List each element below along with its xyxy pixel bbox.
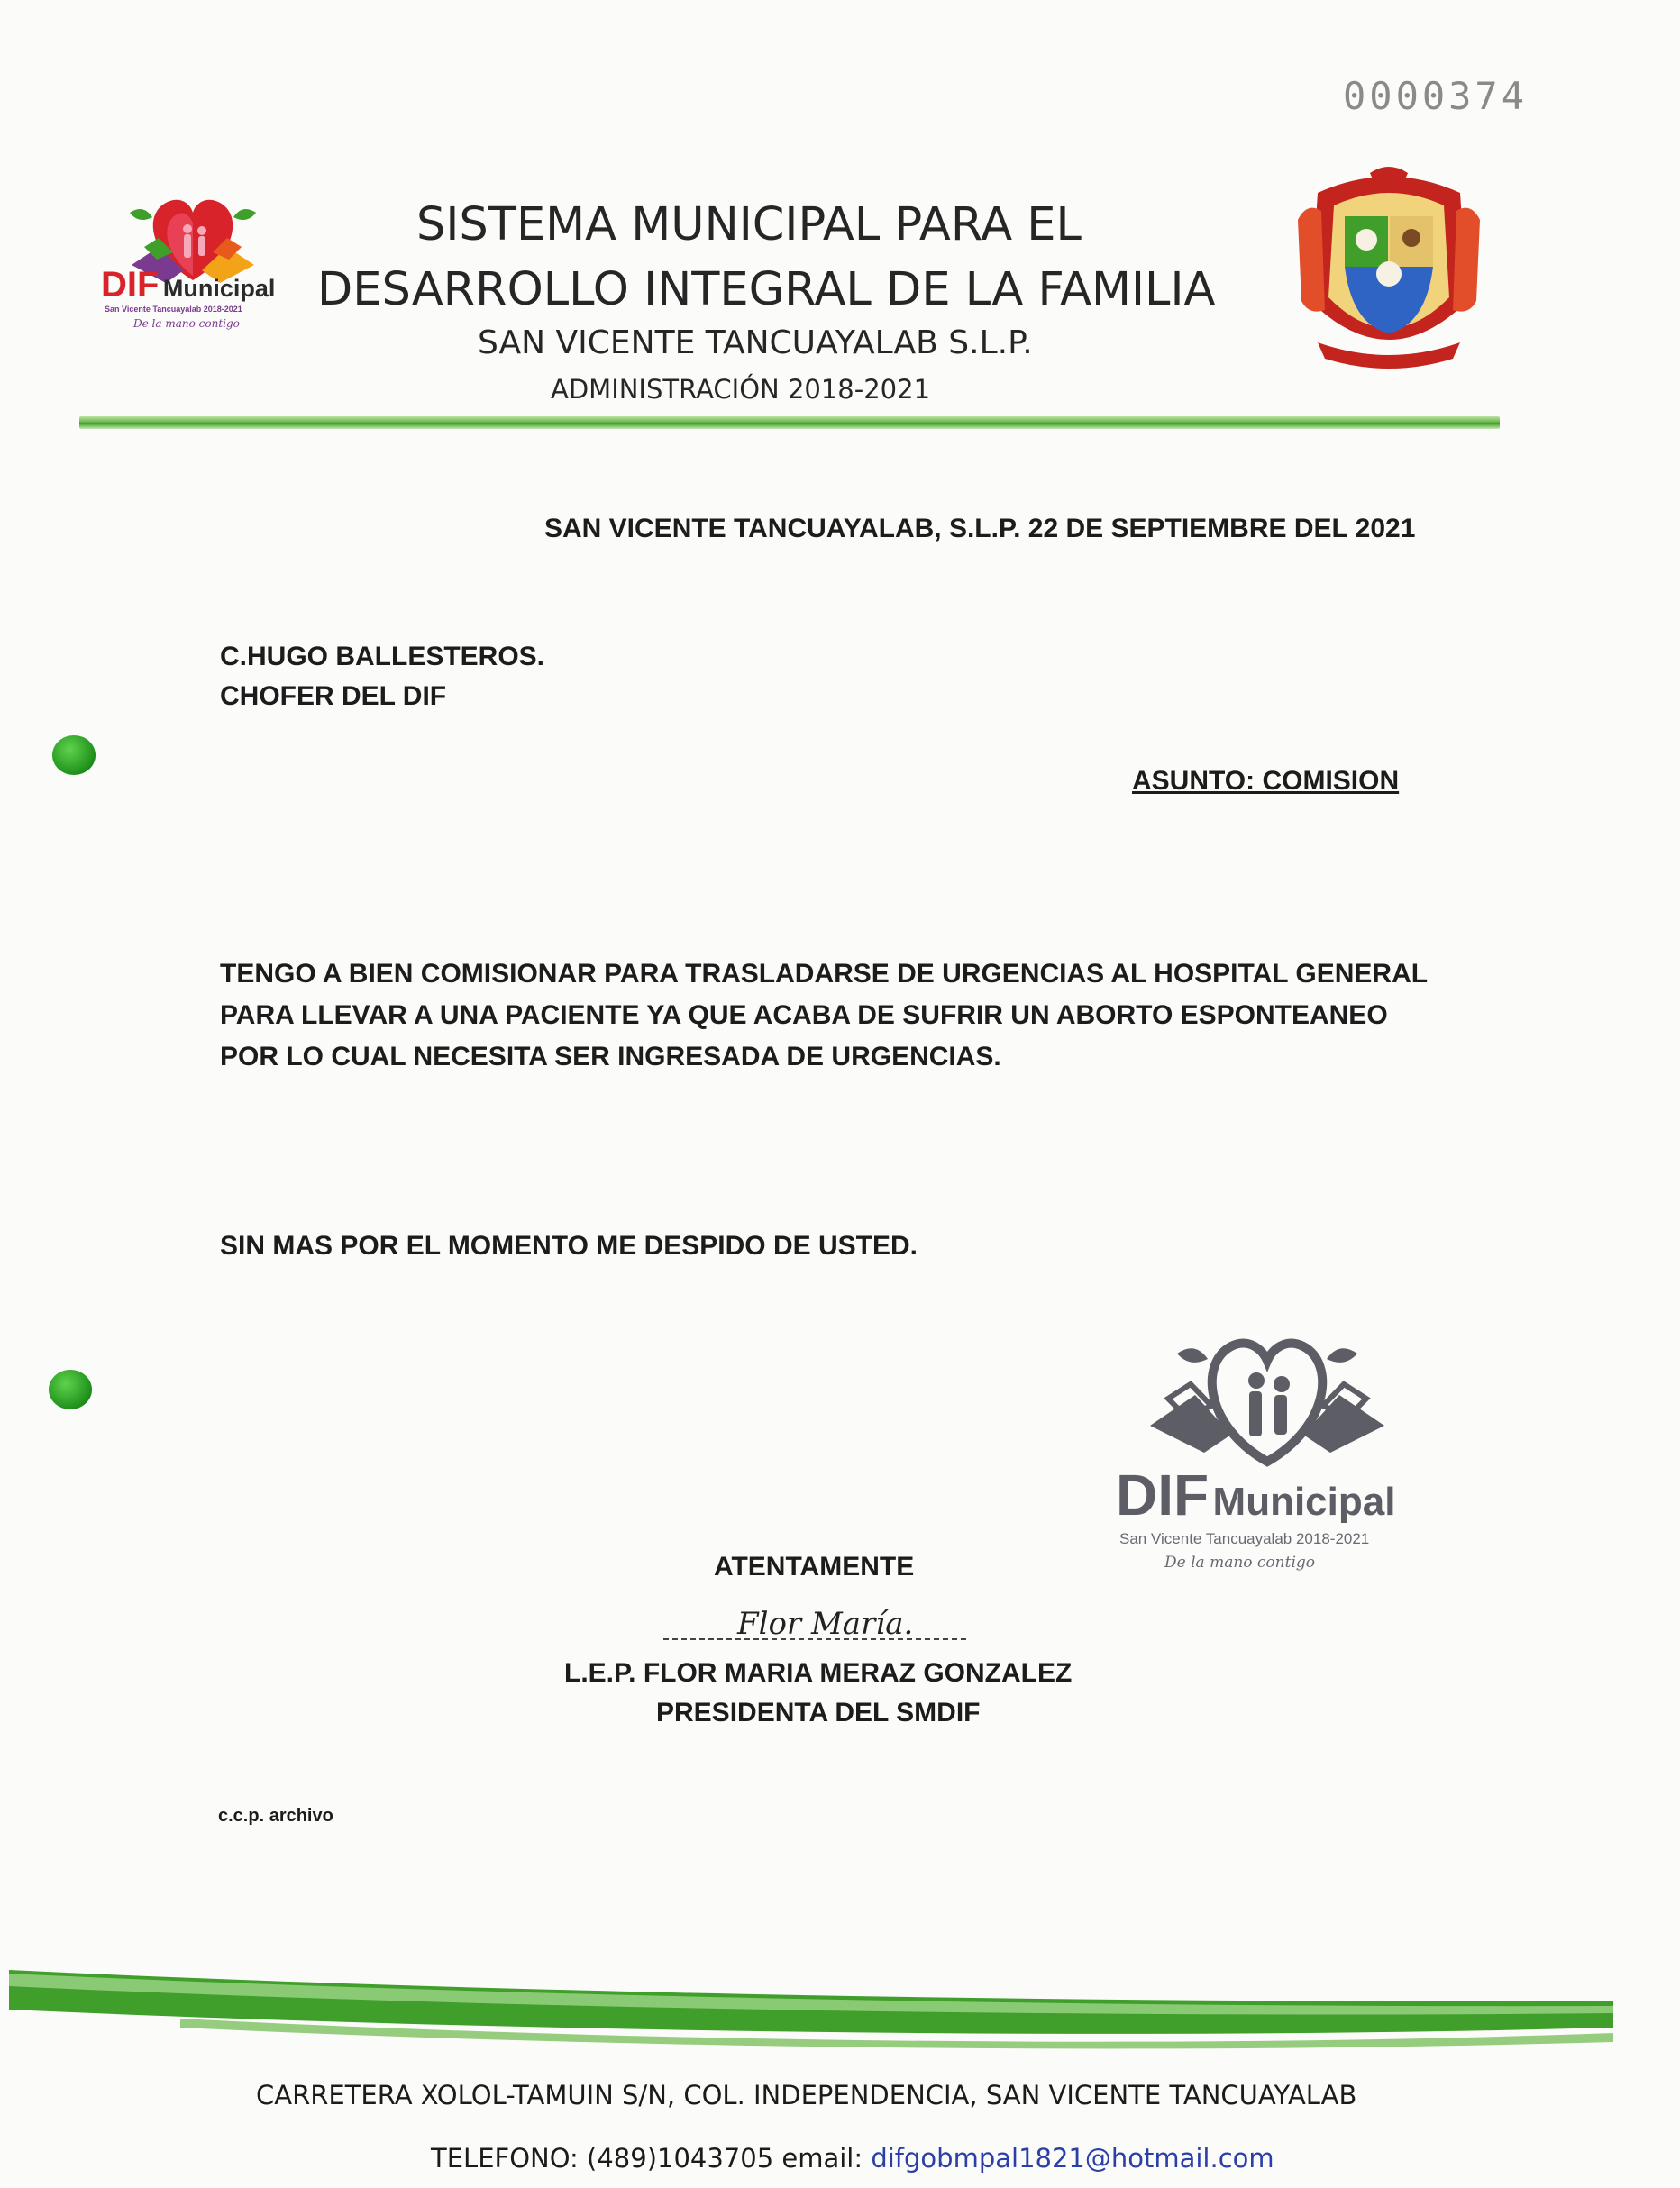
body-line: TENGO A BIEN COMISIONAR PARA TRASLADARSE DE URGENCIAS AL HOSPITAL GENERAL bbox=[220, 959, 1429, 989]
carbon-copy: c.c.p. archivo bbox=[218, 1806, 333, 1826]
stamp-brand: DIF bbox=[1116, 1463, 1210, 1527]
dif-logo-brand-word: Municipal bbox=[162, 275, 276, 302]
footer-swoosh bbox=[0, 1956, 1680, 2064]
closing-line: SIN MAS POR EL MOMENTO ME DESPIDO DE USTED. bbox=[220, 1231, 918, 1261]
stamp-motto: De la mano contigo bbox=[1164, 1554, 1316, 1572]
header-divider bbox=[79, 416, 1500, 429]
coat-of-arms bbox=[1291, 166, 1487, 375]
place-date: SAN VICENTE TANCUAYALAB, S.L.P. 22 DE SEPTIEMBRE DEL 2021 bbox=[544, 514, 1416, 543]
punch-hole bbox=[49, 1370, 92, 1409]
subject-line: ASUNTO: COMISION bbox=[1132, 766, 1400, 796]
stamp-brand-word: Municipal bbox=[1212, 1480, 1396, 1524]
dif-logo-tagline: San Vicente Tancuayalab 2018-2021 bbox=[105, 305, 242, 314]
dif-logo bbox=[94, 177, 292, 339]
dif-logo-brand: DIF bbox=[101, 265, 160, 305]
dif-stamp-mark-icon bbox=[1114, 1317, 1420, 1471]
signer-name: L.E.P. FLOR MARIA MERAZ GONZALEZ bbox=[564, 1658, 1073, 1688]
header-title-line2: DESARROLLO INTEGRAL DE LA FAMILIA bbox=[317, 263, 1216, 316]
recipient-role: CHOFER DEL DIF bbox=[220, 681, 447, 711]
header-administration: ADMINISTRACIÓN 2018-2021 bbox=[551, 374, 931, 405]
dif-logo-motto: De la mano contigo bbox=[133, 317, 240, 330]
footer-email-link[interactable]: difgobmpal1821@hotmail.com bbox=[871, 2143, 1274, 2174]
header-title-line1: SISTEMA MUNICIPAL PARA EL bbox=[416, 198, 1082, 251]
dif-logo-mark-icon bbox=[94, 177, 292, 339]
signer-role: PRESIDENTA DEL SMDIF bbox=[656, 1698, 981, 1728]
header-subtitle: SAN VICENTE TANCUAYALAB S.L.P. bbox=[478, 324, 1033, 361]
body-line: POR LO CUAL NECESITA SER INGRESADA DE URGENCIAS. bbox=[220, 1042, 1001, 1071]
punch-hole bbox=[52, 735, 96, 775]
footer-contact bbox=[431, 2143, 1274, 2174]
folio-number: 0000374 bbox=[1343, 74, 1529, 118]
recipient-name: C.HUGO BALLESTEROS. bbox=[220, 642, 545, 671]
dif-stamp bbox=[1114, 1317, 1420, 1588]
stamp-tagline: San Vicente Tancuayalab 2018-2021 bbox=[1119, 1530, 1370, 1547]
footer-swoosh-shape bbox=[0, 1956, 1680, 2064]
handwritten-signature: Flor María. bbox=[737, 1606, 914, 1642]
body-line: PARA LLEVAR A UNA PACIENTE YA QUE ACABA DE SUFRIR UN ABORTO ESPONTEANEO bbox=[220, 1000, 1388, 1030]
signoff: ATENTAMENTE bbox=[714, 1552, 915, 1582]
body-paragraph bbox=[220, 953, 1428, 1078]
footer-phone: TELEFONO: (489)1043705 email: bbox=[431, 2143, 863, 2174]
municipal-coat-of-arms-icon bbox=[1291, 166, 1487, 375]
footer-address: CARRETERA XOLOL-TAMUIN S/N, COL. INDEPENDENCIA, SAN VICENTE TANCUAYALAB bbox=[256, 2080, 1357, 2111]
